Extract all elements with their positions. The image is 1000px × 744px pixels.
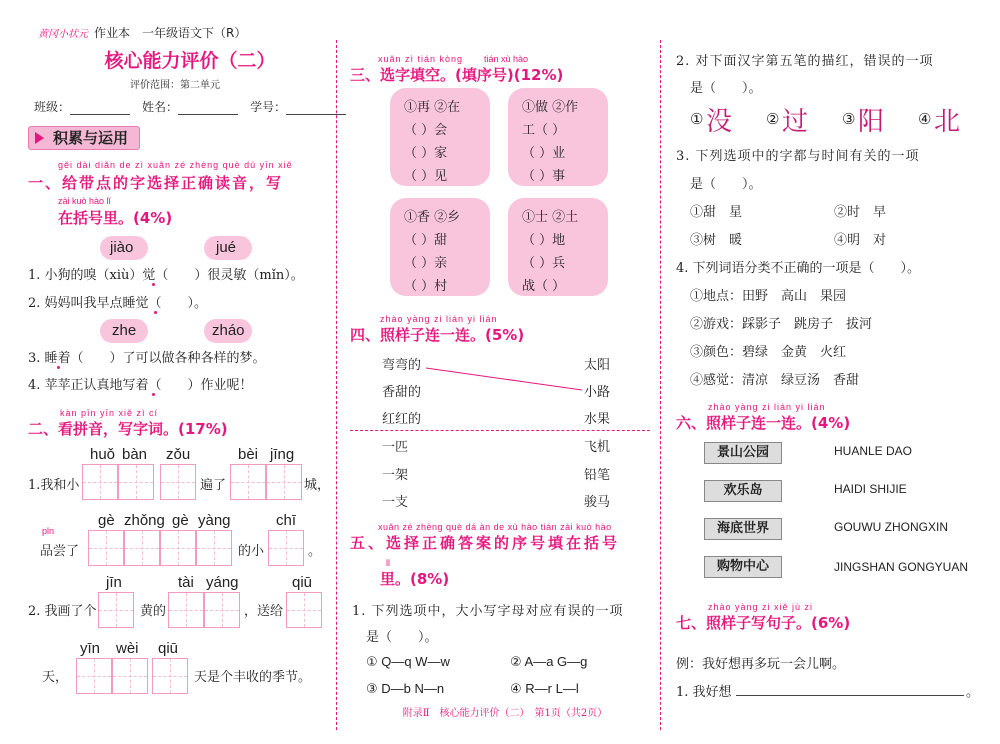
s4-title: 四、照样子连一连。(5%) — [350, 326, 525, 344]
writing-box[interactable] — [230, 464, 266, 500]
pinyin: gè — [172, 512, 189, 529]
section-banner — [28, 126, 140, 150]
s5-title2: 里。(8%) — [380, 570, 450, 588]
class-field[interactable] — [70, 103, 130, 115]
s1-q1: 1. 小狗的嗅（xiù）觉（ ）很灵敏（mǐn）。 — [28, 268, 304, 283]
option-jue: jué — [216, 239, 237, 256]
match-right[interactable]: 骏马 — [584, 495, 611, 510]
option[interactable]: ④感觉：清凉 绿豆汤 香甜 — [690, 373, 860, 388]
writing-box[interactable] — [168, 592, 204, 628]
place-sign[interactable]: 海底世界 — [704, 518, 782, 540]
s5-q3-answer: 是（ ）。 — [690, 177, 762, 192]
option[interactable]: ④ R—r L—l — [510, 681, 579, 696]
writing-box[interactable] — [160, 464, 196, 500]
id-label: 学号： — [250, 100, 287, 114]
s2-line1-a: 1.我和小 — [28, 478, 80, 493]
place-sign[interactable]: 景山公园 — [704, 442, 782, 464]
s7-pinyin: zhào yàng zi xiě jù zi — [708, 602, 814, 612]
pinyin: jīng — [270, 446, 295, 463]
pinyin: yàng — [198, 512, 231, 529]
writing-box[interactable] — [160, 530, 196, 566]
option[interactable]: ③树 暖 — [690, 233, 743, 248]
s5-q3: 3. 下列选项中的字都与时间有关的一项 — [676, 149, 920, 164]
dashed-separator — [350, 430, 650, 431]
card-item[interactable]: （ ）亲 — [404, 256, 448, 271]
s2-line2-c: 。 — [308, 544, 322, 559]
option[interactable]: ② A—a G—g — [510, 654, 588, 669]
card-item[interactable]: （ ）会 — [404, 123, 448, 138]
arrow-icon — [35, 132, 44, 144]
option[interactable]: ①甜 星 — [690, 205, 743, 220]
card-item[interactable]: （ ）甜 — [404, 233, 448, 248]
writing-box[interactable] — [82, 464, 118, 500]
match-right[interactable]: 水果 — [584, 412, 611, 427]
s2-line3-b: 黄的 — [140, 604, 167, 619]
s1-q4: 4. 苹苹正认真地写着（ ）作业呢！ — [28, 378, 253, 393]
match-left[interactable]: 香甜的 — [382, 385, 422, 400]
s1-title2: 在括号里。(4%) — [58, 209, 173, 227]
s5-pinyin2: lǐ — [386, 558, 390, 568]
card-options: ①香 ②乡 — [404, 210, 461, 225]
card-item[interactable]: （ ）村 — [404, 279, 448, 294]
column-divider — [336, 40, 337, 730]
column-divider — [660, 40, 661, 730]
match-left[interactable]: 红红的 — [382, 412, 422, 427]
writing-box[interactable] — [112, 658, 148, 694]
match-left[interactable]: 弯弯的 — [382, 358, 422, 373]
answer-line[interactable] — [736, 695, 964, 696]
stroke-char[interactable]: 阳 — [858, 107, 885, 137]
s5-q2: 2. 对下面汉字第五笔的描红，错误的一项 — [676, 54, 934, 69]
match-right[interactable]: 飞机 — [584, 440, 611, 455]
pinyin: yáng — [206, 574, 239, 591]
pinyin-name[interactable]: HUANLE DAO — [834, 444, 913, 458]
s7-title: 七、照样子写句子。(6%) — [676, 614, 851, 632]
s3-pinyin: xuǎn zì tián kòng — [378, 54, 464, 64]
choice-card — [508, 198, 608, 296]
pinyin: chī — [276, 512, 297, 529]
s6-title: 六、照样子连一连。(4%) — [676, 414, 851, 432]
pinyin: qiū — [292, 574, 313, 591]
card-item[interactable]: （ ）兵 — [522, 256, 566, 271]
option-number: ③ — [842, 110, 856, 128]
s2-title: 二、看拼音，写字词。(17%) — [28, 420, 228, 438]
pinyin: tài — [178, 574, 194, 591]
option[interactable]: ③ D—b N—n — [366, 681, 445, 696]
choice-card — [508, 88, 608, 186]
pinyin: zhǒng — [124, 512, 165, 529]
writing-box[interactable] — [204, 592, 240, 628]
card-item[interactable]: 工（ ） — [522, 123, 566, 138]
option-zhao: zháo — [212, 322, 245, 339]
card-item[interactable]: 战（ ） — [522, 279, 566, 294]
option[interactable]: ③颜色：碧绿 金黄 火红 — [690, 345, 847, 360]
option-number: ① — [690, 110, 704, 128]
match-left[interactable]: 一架 — [382, 468, 409, 483]
id-field[interactable] — [286, 103, 346, 115]
card-item[interactable]: （ ）见 — [404, 169, 448, 184]
card-item[interactable]: （ ）事 — [522, 169, 566, 184]
emphasis-dot — [57, 366, 60, 369]
s3-pinyin2: tián xù hào — [484, 54, 529, 64]
s1-pinyin2: zài kuò hào lǐ — [58, 196, 111, 206]
pinyin-name[interactable]: JINGSHAN GONGYUAN — [834, 560, 969, 574]
card-options: ①再 ②在 — [404, 100, 461, 115]
s2-pinyin: kàn pīn yīn xiě zì cí — [60, 408, 159, 418]
pinyin: qiū — [158, 640, 179, 657]
option-number: ④ — [918, 110, 932, 128]
pinyin: wèi — [116, 640, 139, 657]
option[interactable]: ②时 早 — [834, 205, 887, 220]
example-connector-line — [420, 360, 590, 400]
s5-q2-answer: 是（ ）。 — [690, 81, 762, 96]
name-label: 姓名： — [142, 100, 179, 114]
emphasis-dot — [152, 393, 155, 396]
s1-q2: 2. 妈妈叫我早点睡觉（ ）。 — [28, 296, 208, 311]
option-zhe: zhe — [112, 322, 137, 339]
s7-q1: 1. 我好想 — [676, 685, 732, 700]
scope: 评价范围：第二单元 — [130, 80, 220, 91]
option-number: ② — [766, 110, 780, 128]
s2-line3-c: ，送给 — [244, 604, 284, 619]
writing-box[interactable] — [196, 530, 232, 566]
pinyin: yīn — [80, 640, 101, 657]
option[interactable]: ① Q—q W—w — [366, 654, 450, 669]
stroke-char[interactable]: 没 — [706, 107, 733, 137]
pinyin: jīn — [106, 574, 122, 591]
s5-q4: 4. 下列词语分类不正确的一项是（ ）。 — [676, 261, 921, 276]
page-title: 核心能力评价（二） — [104, 50, 276, 72]
banner-label: 积累与运用 — [53, 129, 129, 147]
match-left[interactable]: 一支 — [382, 495, 409, 510]
emphasis-dot — [152, 283, 155, 286]
s2-line4-b: 天是个丰收的季节。 — [194, 670, 312, 685]
writing-box[interactable] — [124, 530, 160, 566]
book-label: 作业本 — [94, 26, 131, 40]
writing-box[interactable] — [118, 464, 154, 500]
header — [38, 24, 246, 41]
s1-pinyin: gěi dài diǎn de zì xuǎn zé zhèng què dú yīn xiě — [58, 160, 293, 170]
s6-pinyin: zhào yàng zi lián yi lián — [708, 402, 826, 412]
class-label: 班级： — [34, 100, 71, 114]
match-right[interactable]: 铅笔 — [584, 468, 611, 483]
option[interactable]: ④明 对 — [834, 233, 887, 248]
match-left[interactable]: 一匹 — [382, 440, 409, 455]
s1-q3: 3. 睡着（ ）了可以做各种各样的梦。 — [28, 351, 266, 366]
writing-box[interactable] — [266, 464, 302, 500]
choice-card — [390, 88, 490, 186]
student-fields — [34, 98, 346, 115]
writing-box[interactable] — [88, 530, 124, 566]
grade-label: 一年级语文下（R） — [142, 26, 247, 40]
s7-example: 例：我好想再多玩一会儿啊。 — [676, 657, 846, 672]
card-item[interactable]: （ ）业 — [522, 146, 566, 161]
s5-pinyin: xuǎn zé zhèng què dá àn de xù hào tián zài kuò hào — [378, 522, 612, 532]
pinyin: pǐn — [42, 526, 55, 536]
stroke-char[interactable]: 北 — [934, 107, 961, 137]
pinyin: gè — [98, 512, 115, 529]
card-item[interactable]: （ ）家 — [404, 146, 448, 161]
s2-line3-a: 2. 我画了个 — [28, 604, 97, 619]
pinyin: huǒ — [90, 446, 116, 463]
s7-end: 。 — [966, 685, 980, 700]
pinyin-name[interactable]: GOUWU ZHONGXIN — [834, 520, 948, 534]
s5-q1: 1. 下列选项中，大小写字母对应有误的一项 — [352, 604, 624, 619]
pinyin: zǒu — [166, 446, 191, 463]
writing-box[interactable] — [152, 658, 188, 694]
s2-line1-b: 遍了 — [200, 478, 227, 493]
pinyin-name[interactable]: HAIDI SHIJIE — [834, 482, 907, 496]
footer: 附录Ⅱ 核心能力评价（二） 第1页（共2页） — [402, 708, 608, 719]
card-options: ①士 ②土 — [522, 210, 579, 225]
option[interactable]: ①地点：田野 高山 果园 — [690, 289, 847, 304]
s5-title: 五、选择正确答案的序号填在括号 — [350, 534, 621, 552]
option[interactable]: ②游戏：踩影子 跳房子 拔河 — [690, 317, 873, 332]
writing-box[interactable] — [286, 592, 322, 628]
card-item[interactable]: （ ）地 — [522, 233, 566, 248]
s2-line4-a: 天， — [42, 670, 69, 685]
choice-card — [390, 198, 490, 296]
stroke-char[interactable]: 过 — [782, 107, 809, 137]
writing-box[interactable] — [98, 592, 134, 628]
name-field[interactable] — [178, 103, 238, 115]
s4-pinyin: zhào yàng zi lián yi lián — [380, 314, 498, 324]
match-right[interactable]: 小路 — [584, 385, 611, 400]
logo: 黄冈小状元 — [38, 29, 88, 40]
s2-line2-b: 的小 — [238, 544, 265, 559]
pinyin: bàn — [122, 446, 148, 463]
emphasis-dot — [154, 311, 157, 314]
option-jiao: jiào — [110, 239, 134, 256]
s2-line2-a: 品尝了 — [40, 544, 80, 559]
place-sign[interactable]: 欢乐岛 — [704, 480, 782, 502]
s3-title: 三、选字填空。(填序号)(12%) — [350, 66, 564, 84]
card-options: ①做 ②作 — [522, 100, 579, 115]
s1-title: 一、给带点的字选择正确读音，写 — [28, 174, 284, 192]
pinyin: bèi — [238, 446, 259, 463]
place-sign[interactable]: 购物中心 — [704, 556, 782, 578]
match-right[interactable]: 太阳 — [584, 358, 611, 373]
writing-box[interactable] — [76, 658, 112, 694]
s5-q1-answer: 是（ ）。 — [366, 630, 438, 645]
writing-box[interactable] — [268, 530, 304, 566]
s2-line1-c: 城， — [304, 478, 331, 493]
